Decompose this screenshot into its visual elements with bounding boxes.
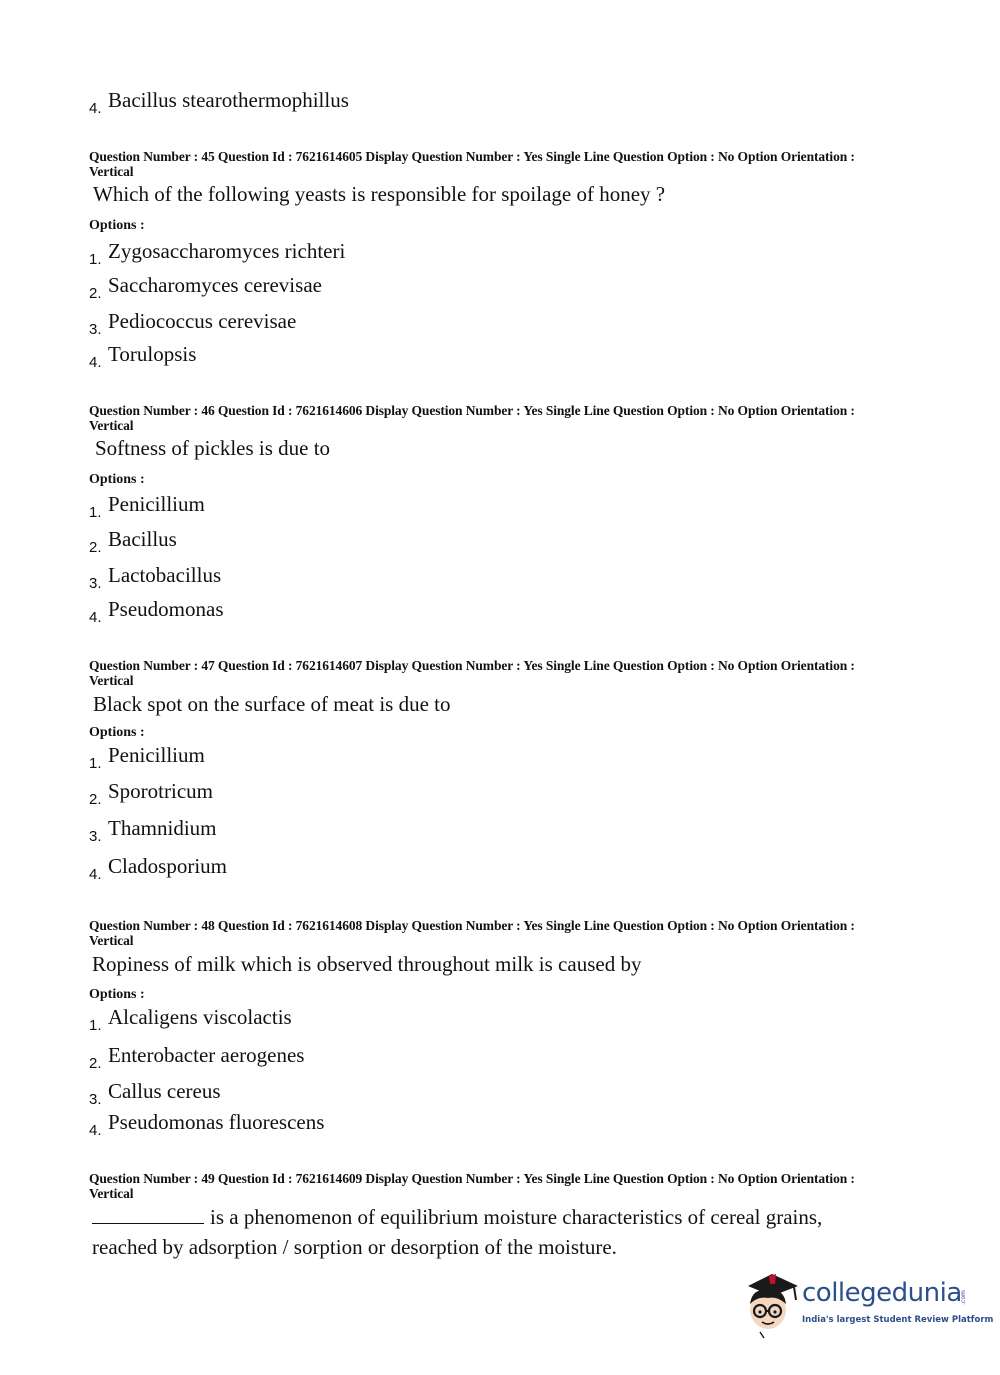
q49-text-line2: reached by adsorption / sorption or desorption of the moisture. bbox=[92, 1235, 617, 1259]
collegedunia-logo bbox=[742, 1270, 994, 1340]
q49-meta: Question Number : 49 Question Id : 7621614609 Display Question Number : Yes Single Line Question Option : No Option Orientation : Vertical bbox=[89, 1171, 855, 1201]
option-text: Bacillus stearothermophillus bbox=[108, 88, 349, 112]
mascot-icon bbox=[742, 1270, 802, 1340]
option-number: 4. bbox=[89, 1122, 102, 1139]
option-number: 2. bbox=[89, 285, 102, 302]
option-number: 1. bbox=[89, 755, 102, 772]
q48-options-label: Options : bbox=[89, 987, 145, 1002]
q46-options-label: Options : bbox=[89, 472, 145, 487]
q49-text bbox=[92, 1202, 892, 1262]
q46-text: Softness of pickles is due to bbox=[95, 436, 331, 460]
q45-text: Which of the following yeasts is responsible for spoilage of honey ? bbox=[93, 182, 666, 206]
option-number: 3. bbox=[89, 321, 102, 338]
option-text: Penicillium bbox=[108, 743, 205, 767]
option-text: Pseudomonas fluorescens bbox=[108, 1110, 325, 1134]
option-text: Callus cereus bbox=[108, 1079, 221, 1103]
option-number: 4. bbox=[89, 609, 102, 626]
option-number: 1. bbox=[89, 1017, 102, 1034]
q47-options-label: Options : bbox=[89, 725, 145, 740]
option-text: Sporotricum bbox=[108, 779, 213, 803]
option-text: Lactobacillus bbox=[108, 563, 222, 587]
option-text: Pseudomonas bbox=[108, 597, 224, 621]
option-number: 3. bbox=[89, 575, 102, 592]
option-text: Cladosporium bbox=[108, 854, 227, 878]
q45-meta: Question Number : 45 Question Id : 7621614605 Display Question Number : Yes Single Line Question Option : No Option Orientation : Vertical bbox=[89, 149, 855, 179]
option-text: Alcaligens viscolactis bbox=[108, 1005, 292, 1029]
option-text: Penicillium bbox=[108, 492, 205, 516]
option-number: 1. bbox=[89, 504, 102, 521]
option-text: Zygosaccharomyces richteri bbox=[108, 239, 346, 263]
brand-name: collegedunia bbox=[802, 1278, 962, 1308]
q47-meta: Question Number : 47 Question Id : 7621614607 Display Question Number : Yes Single Line Question Option : No Option Orientation : Vertical bbox=[89, 658, 855, 688]
option-number: 4. bbox=[89, 866, 102, 883]
q47-text: Black spot on the surface of meat is due to bbox=[93, 692, 451, 716]
q48-text: Ropiness of milk which is observed throughout milk is caused by bbox=[92, 952, 642, 976]
option-number: 3. bbox=[89, 1091, 102, 1108]
q48-meta: Question Number : 48 Question Id : 7621614608 Display Question Number : Yes Single Line Question Option : No Option Orientation : Vertical bbox=[89, 918, 855, 948]
q46-meta: Question Number : 46 Question Id : 7621614606 Display Question Number : Yes Single Line Question Option : No Option Orientation : Vertical bbox=[89, 403, 855, 433]
brand-tagline: India's largest Student Review Platform bbox=[802, 1315, 994, 1325]
q49-text-line1: is a phenomenon of equilibrium moisture characteristics of cereal grains, bbox=[210, 1205, 823, 1229]
option-text: Saccharomyces cerevisae bbox=[108, 273, 322, 297]
option-number: 2. bbox=[89, 1055, 102, 1072]
option-text: Pediococcus cerevisae bbox=[108, 309, 297, 333]
option-text: Bacillus bbox=[108, 527, 177, 551]
brand-suffix: .com bbox=[959, 1290, 967, 1305]
option-text: Enterobacter aerogenes bbox=[108, 1043, 305, 1067]
option-text: Torulopsis bbox=[108, 342, 197, 366]
option-number: 4. bbox=[89, 100, 102, 117]
option-number: 1. bbox=[89, 251, 102, 268]
fill-in-blank bbox=[92, 1205, 204, 1224]
option-number: 3. bbox=[89, 828, 102, 845]
option-number: 4. bbox=[89, 354, 102, 371]
option-number: 2. bbox=[89, 791, 102, 808]
option-text: Thamnidium bbox=[108, 816, 217, 840]
q45-options-label: Options : bbox=[89, 218, 145, 233]
option-number: 2. bbox=[89, 539, 102, 556]
